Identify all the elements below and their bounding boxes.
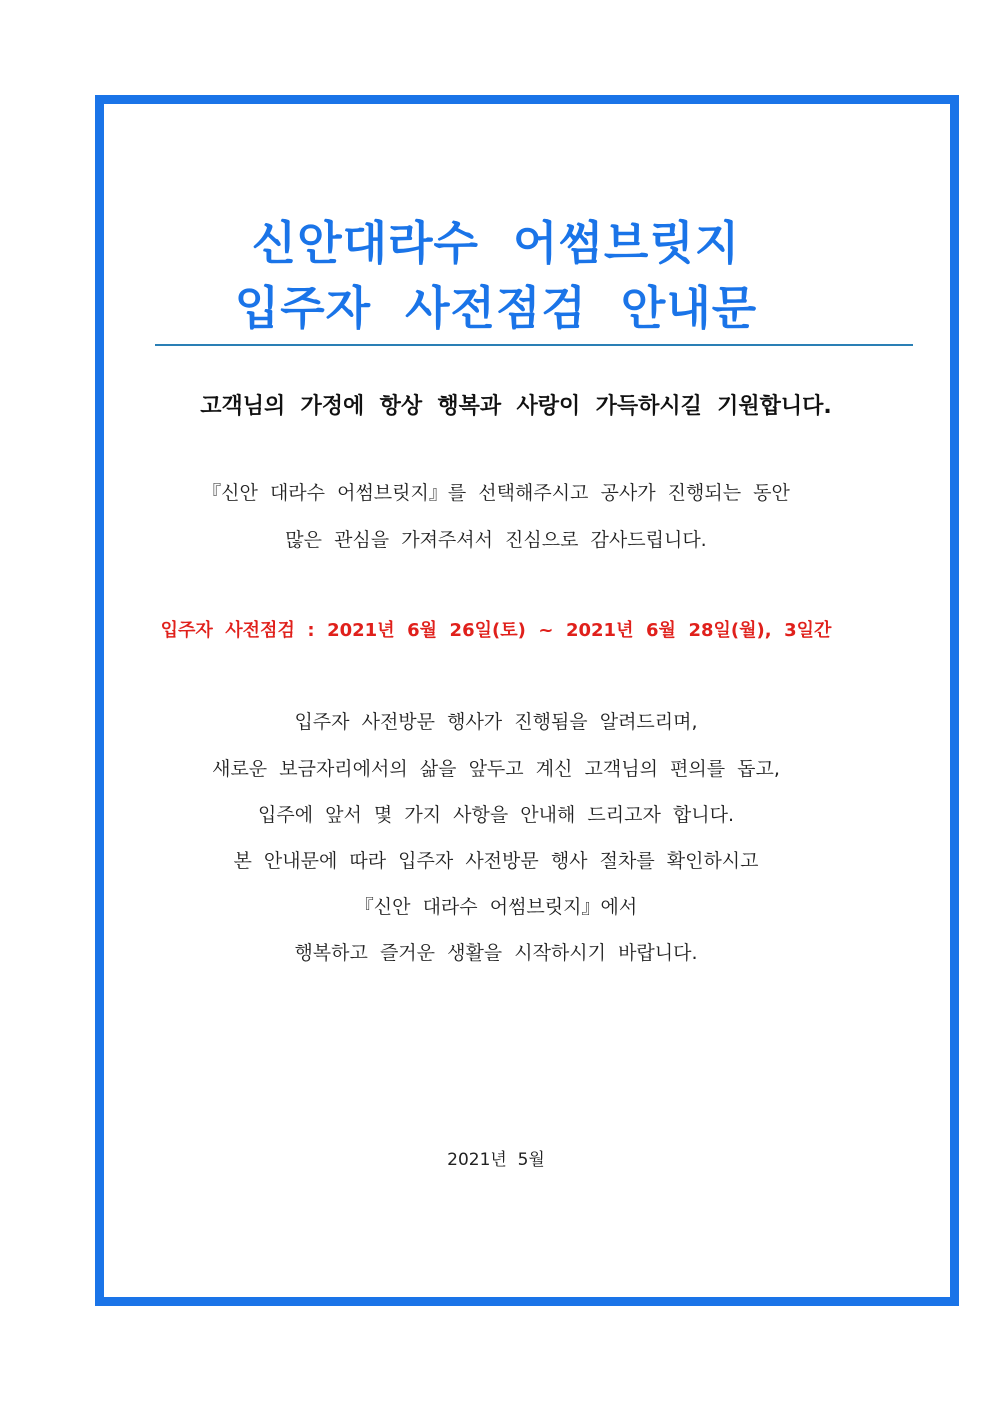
body-line-4: 본 안내문에 따라 입주자 사전방문 행사 절차를 확인하시고: [233, 850, 759, 872]
title-line-1: 신안대라수 어썸브릿지: [251, 216, 741, 270]
document-border: [95, 95, 959, 1306]
title-divider: [155, 344, 913, 346]
intro-line-1: 『신안 대라수 어썸브릿지』를 선택해주시고 공사가 진행되는 동안: [202, 482, 790, 504]
greeting-text: 고객님의 가정에 항상 행복과 사랑이 가득하시길 기원합니다.: [200, 394, 832, 419]
body-line-2: 새로운 보금자리에서의 삶을 앞두고 계신 고객님의 편의를 돕고,: [212, 758, 780, 780]
body-line-3: 입주에 앞서 몇 가지 사항을 안내해 드리고자 합니다.: [257, 804, 735, 826]
body-line-1: 입주자 사전방문 행사가 진행됨을 알려드리며,: [294, 711, 698, 733]
intro-line-2: 많은 관심을 가져주셔서 진심으로 감사드립니다.: [285, 529, 707, 551]
issue-date: 2021년 5월: [447, 1150, 545, 1170]
body-line-6: 행복하고 즐거운 생활을 시작하시기 바랍니다.: [294, 942, 698, 964]
body-line-5: 『신안 대라수 어썸브릿지』에서: [354, 896, 638, 918]
title-line-2: 입주자 사전점검 안내문: [234, 281, 758, 335]
schedule-text: 입주자 사전점검 : 2021년 6월 26일(토) ~ 2021년 6월 28일(월), 3일간: [160, 620, 832, 641]
